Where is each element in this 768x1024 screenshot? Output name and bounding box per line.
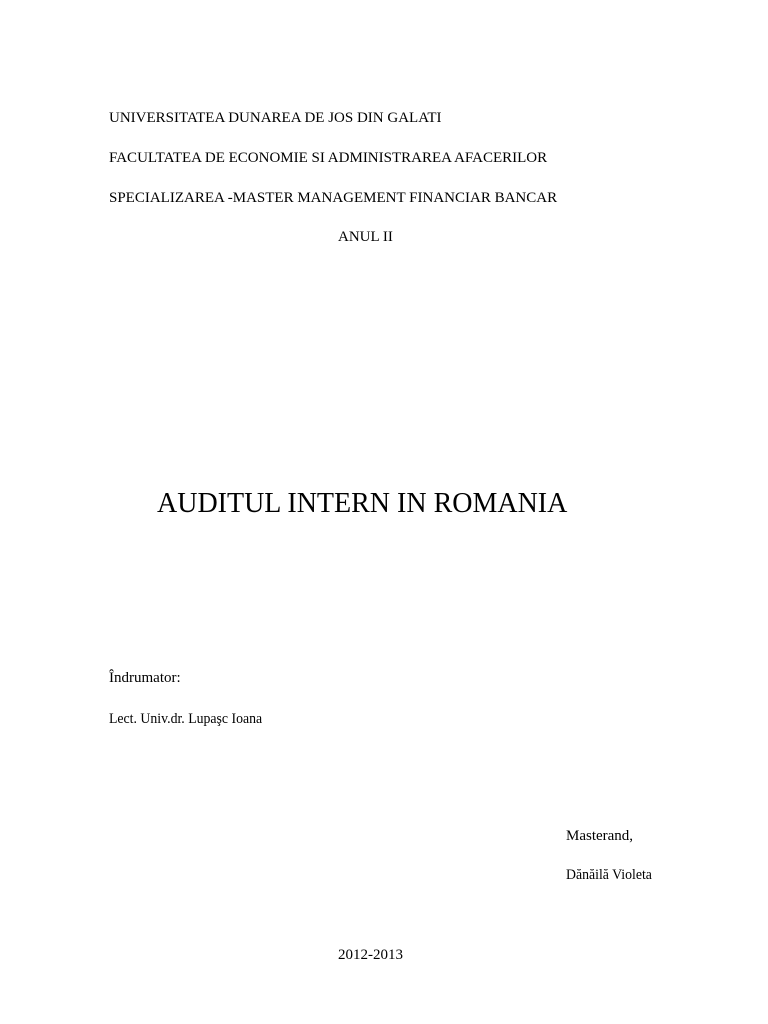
document-title: AUDITUL INTERN IN ROMANIA bbox=[157, 488, 568, 519]
specialization-name: SPECIALIZAREA -MASTER MANAGEMENT FINANCIAR BANCAR bbox=[109, 190, 558, 206]
academic-year: 2012-2013 bbox=[338, 947, 403, 963]
student-label: Masterand, bbox=[566, 828, 634, 844]
supervisor-name: Lect. Univ.dr. Lupaşc Ioana bbox=[109, 711, 263, 727]
faculty-name: FACULTATEA DE ECONOMIE SI ADMINISTRAREA AFACERILOR bbox=[109, 150, 548, 166]
student-name: Dănăilă Violeta bbox=[566, 867, 652, 883]
supervisor-label: Îndrumator: bbox=[109, 670, 181, 686]
study-year: ANUL II bbox=[338, 229, 393, 245]
university-name: UNIVERSITATEA DUNAREA DE JOS DIN GALATI bbox=[109, 110, 442, 126]
